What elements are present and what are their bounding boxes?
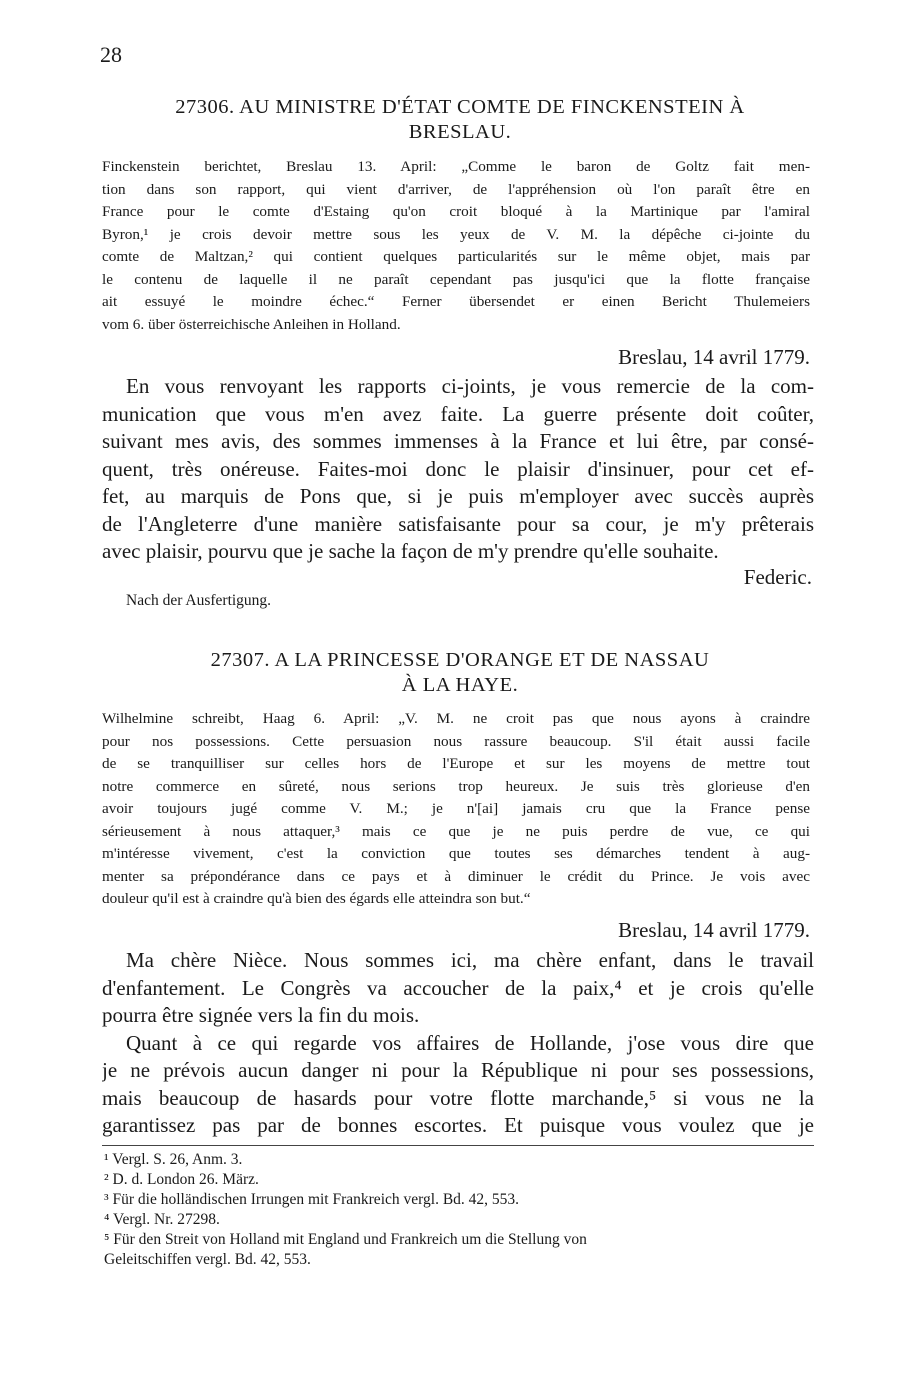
body-line: fet, au marquis de Pons que, si je puis m'employer avec succès auprès [102, 484, 814, 508]
dateline-27306: Breslau, 14 avril 1779. [618, 345, 810, 369]
letter-summary-27307 [102, 708, 810, 911]
body-line: avec plaisir, pourvu que je sache la façon de m'y prendre qu'elle souhaite. [102, 539, 719, 563]
signature: Federic. [743, 565, 812, 589]
summary-line: Byron,¹ je crois devoir mettre sous les yeux de V. M. la dépêche ci-jointe du [102, 225, 810, 243]
title-line: BRESLAU. [408, 121, 512, 143]
source-note: Nach der Ausfertigung. [126, 592, 272, 609]
footnote: ¹ Vergl. S. 26, Anm. 3. [104, 1151, 243, 1168]
body-line: Quant à ce qui regarde vos affaires de Hollande, j'ose vous dire que [126, 1030, 814, 1055]
footnote: ⁴ Vergl. Nr. 27298. [104, 1211, 220, 1228]
footnote: ³ Für die holländischen Irrungen mit Frankreich vergl. Bd. 42, 553. [104, 1191, 520, 1208]
body-line: suivant mes avis, des sommes immenses à la France et lui être, par consé- [102, 429, 814, 453]
dateline-27307: Breslau, 14 avril 1779. [618, 918, 810, 942]
footnote: ⁵ Für den Streit von Holland mit England und Frankreich um die Stellung von [104, 1231, 587, 1248]
summary-line: m'intéresse vivement, c'est la conviction que toutes ses démarches tendent à aug- [102, 845, 810, 862]
body-line: munication que vous m'en avez faite. La guerre présente doit coûter, [102, 401, 814, 426]
footnotes [104, 1150, 814, 1270]
summary-line: douleur qu'il est à craindre qu'à bien des égards elle atteindra son but.“ [102, 890, 531, 907]
summary-line: le contenu de laquelle il ne paraît cependant pas jusqu'ici que la flotte française [102, 270, 810, 288]
summary-line: de se tranquilliser sur celles hors de l'Europe et sur les moyens de mettre tout [102, 755, 810, 772]
summary-line: tion dans son rapport, qui vient d'arriver, de l'appréhension où l'on paraît être en [102, 180, 810, 198]
summary-line: comte de Maltzan,² qui contient quelques particularités sur le même objet, mais par [102, 248, 810, 265]
body-line: quent, très onéreuse. Faites-moi donc le plaisir d'insinuer, pour cet ef- [102, 456, 814, 481]
letter-body-27306 [102, 373, 814, 566]
summary-line: vom 6. über österreichische Anleihen in Holland. [102, 315, 401, 333]
title-line: 27306. AU MINISTRE D'ÉTAT COMTE DE FINCKENSTEIN À [175, 96, 745, 118]
title-line: 27307. A LA PRINCESSE D'ORANGE ET DE NASSAU [210, 649, 710, 671]
body-line: de l'Angleterre d'une manière satisfaisante pour sa cour, je m'y prêterais [102, 511, 814, 536]
summary-line: avoir toujours jugé comme V. M.; je n'[ai] jamais cru que la France pense [102, 800, 810, 817]
summary-line: notre commerce en sûreté, nous serions trop heureux. Je suis très glorieuse d'en [102, 777, 810, 795]
body-line: je ne prévois aucun danger ni pour la République ni pour ses possessions, [102, 1058, 814, 1082]
summary-line: France pour le comte d'Estaing qu'on croit bloqué à la Martinique par l'amiral [102, 203, 810, 220]
summary-line: Finckenstein berichtet, Breslau 13. April: „Comme le baron de Goltz fait men- [102, 158, 810, 175]
page-number: 28 [100, 42, 122, 67]
body-line: mais beaucoup de hasards pour votre flotte marchande,⁵ si vous ne la [102, 1085, 814, 1110]
footnote: ² D. d. London 26. März. [104, 1171, 259, 1188]
letter-title-27307 [100, 648, 820, 698]
summary-line: sérieusement à nous attaquer,³ mais ce que je ne puis perdre de vue, ce qui [102, 822, 810, 840]
letter-body-27307 [102, 947, 814, 1140]
summary-line: ait essuyé le moindre échec.“ Ferner übersendet er einen Bericht Thulemeiers [102, 293, 810, 310]
footnote-rule [102, 1145, 814, 1146]
footnote: Geleitschiffen vergl. Bd. 42, 553. [104, 1251, 311, 1268]
body-line: garantissez pas par de bonnes escortes. Et puisque vous voulez que je [102, 1113, 814, 1137]
body-line: d'enfantement. Le Congrès va accoucher de la paix,⁴ et je crois qu'elle [102, 975, 814, 1000]
summary-line: menter sa prépondérance dans ce pays et à diminuer le crédit du Prince. Je vois avec [102, 867, 810, 885]
body-line: Ma chère Nièce. Nous sommes ici, ma chère enfant, dans le travail [126, 948, 814, 972]
body-line: pourra être signée vers la fin du mois. [102, 1003, 420, 1027]
title-line: À LA HAYE. [401, 674, 519, 696]
summary-line: pour nos possessions. Cette persuasion nous rassure beaucoup. S'il était aussi facile [102, 732, 810, 750]
letter-summary-27306 [102, 156, 810, 336]
body-line: En vous renvoyant les rapports ci-joints, je vous remercie de la com- [126, 374, 814, 398]
letter-title-27306 [100, 95, 820, 145]
summary-line: Wilhelmine schreibt, Haag 6. April: „V. M. ne croit pas que nous ayons à craindre [102, 710, 810, 727]
